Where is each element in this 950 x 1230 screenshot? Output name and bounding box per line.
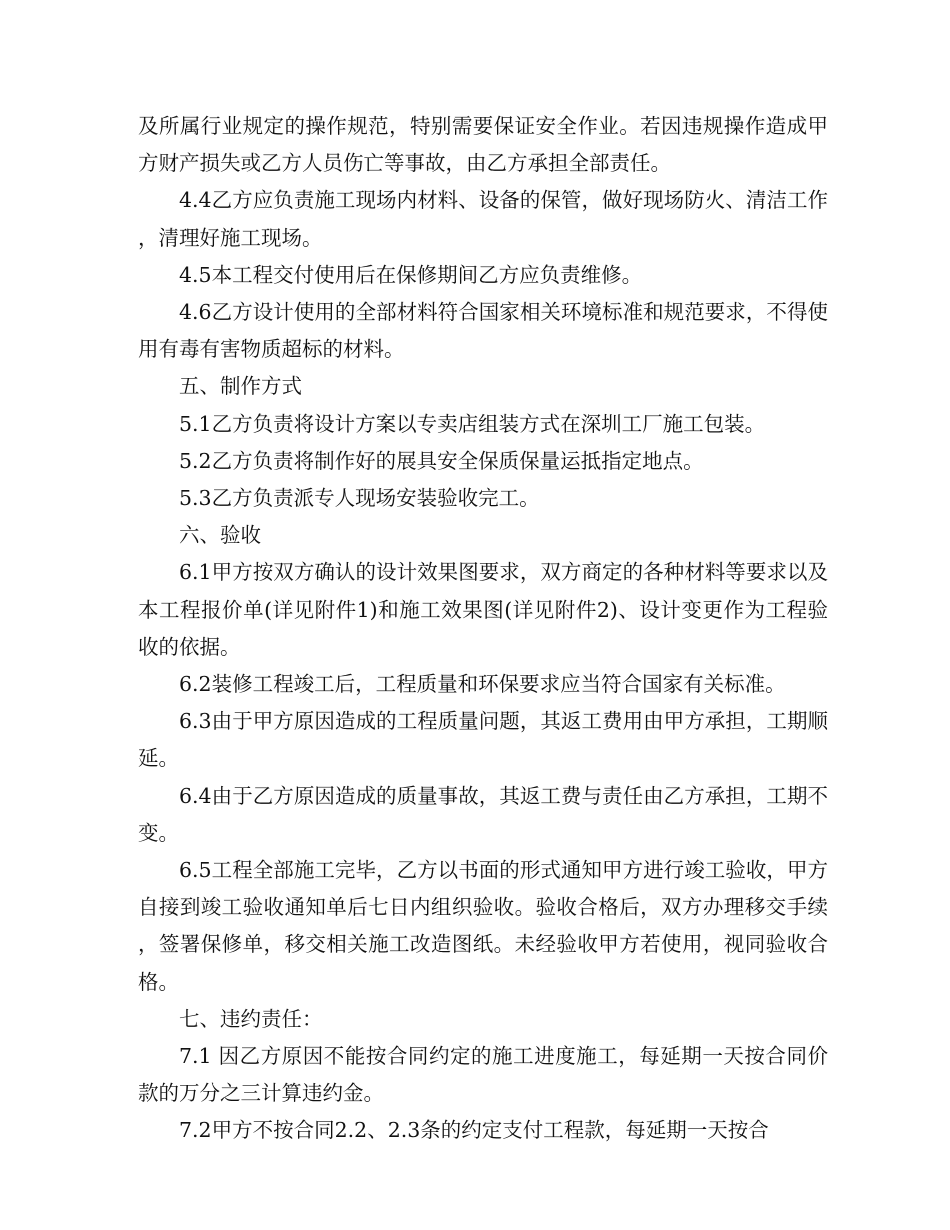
paragraph-safety-responsibility: 及所属行业规定的操作规范，特别需要保证安全作业。若因违规操作造成甲方财产损失或乙方人员伤亡等事故，由乙方承担全部责任。 bbox=[138, 114, 828, 176]
paragraph-clause-6-1: 6.1甲方按双方确认的设计效果图要求，双方商定的各种材料等要求以及本工程报价单(详见附件1)和施工效果图(详见附件2)、设计变更作为工程验收的依据。 bbox=[138, 560, 828, 659]
paragraph-clause-6-3: 6.3由于甲方原因造成的工程质量问题，其返工费用由甲方承担，工期顺延。 bbox=[138, 709, 828, 771]
paragraph-clause-6-4: 6.4由于乙方原因造成的质量事故，其返工费与责任由乙方承担，工期不变。 bbox=[138, 783, 828, 845]
paragraph-clause-5-3: 5.3乙方负责派专人现场安装验收完工。 bbox=[179, 486, 540, 511]
paragraph-clause-5-2: 5.2乙方负责将制作好的展具安全保质保量运抵指定地点。 bbox=[179, 448, 704, 473]
section-heading-breach-liability: 七、违约责任： bbox=[179, 1006, 323, 1031]
paragraph-clause-6-5: 6.5工程全部施工完毕，乙方以书面的形式通知甲方进行竣工验收，甲方自接到竣工验收通知单后七日内组织验收。验收合格后，双方办理移交手续，签署保修单，移交相关施工改造图纸。未经验收甲方若使用，视同验收合格。 bbox=[138, 858, 828, 994]
paragraph-clause-7-1: 7.1 因乙方原因不能按合同约定的施工进度施工，每延期一天按合同价款的万分之三计算违约金。 bbox=[138, 1044, 828, 1106]
paragraph-clause-5-1: 5.1乙方负责将设计方案以专卖店组装方式在深圳工厂施工包装。 bbox=[179, 411, 766, 436]
paragraph-clause-6-2: 6.2装修工程竣工后，工程质量和环保要求应当符合国家有关标准。 bbox=[179, 672, 786, 697]
paragraph-clause-4-6: 4.6乙方设计使用的全部材料符合国家相关环境标准和规范要求，不得使用有毒有害物质超标的材料。 bbox=[138, 300, 828, 362]
paragraph-clause-7-2: 7.2甲方不按合同2.2、2.3条的约定支付工程款，每延期一天按合 bbox=[179, 1118, 769, 1143]
section-heading-acceptance: 六、验收 bbox=[179, 523, 261, 548]
document-body bbox=[138, 108, 828, 1150]
section-heading-production-method: 五、制作方式 bbox=[179, 374, 302, 399]
paragraph-clause-4-5: 4.5本工程交付使用后在保修期间乙方应负责维修。 bbox=[179, 262, 643, 287]
paragraph-clause-4-4: 4.4乙方应负责施工现场内材料、设备的保管，做好现场防火、清洁工作，清理好施工现场。 bbox=[138, 188, 828, 250]
